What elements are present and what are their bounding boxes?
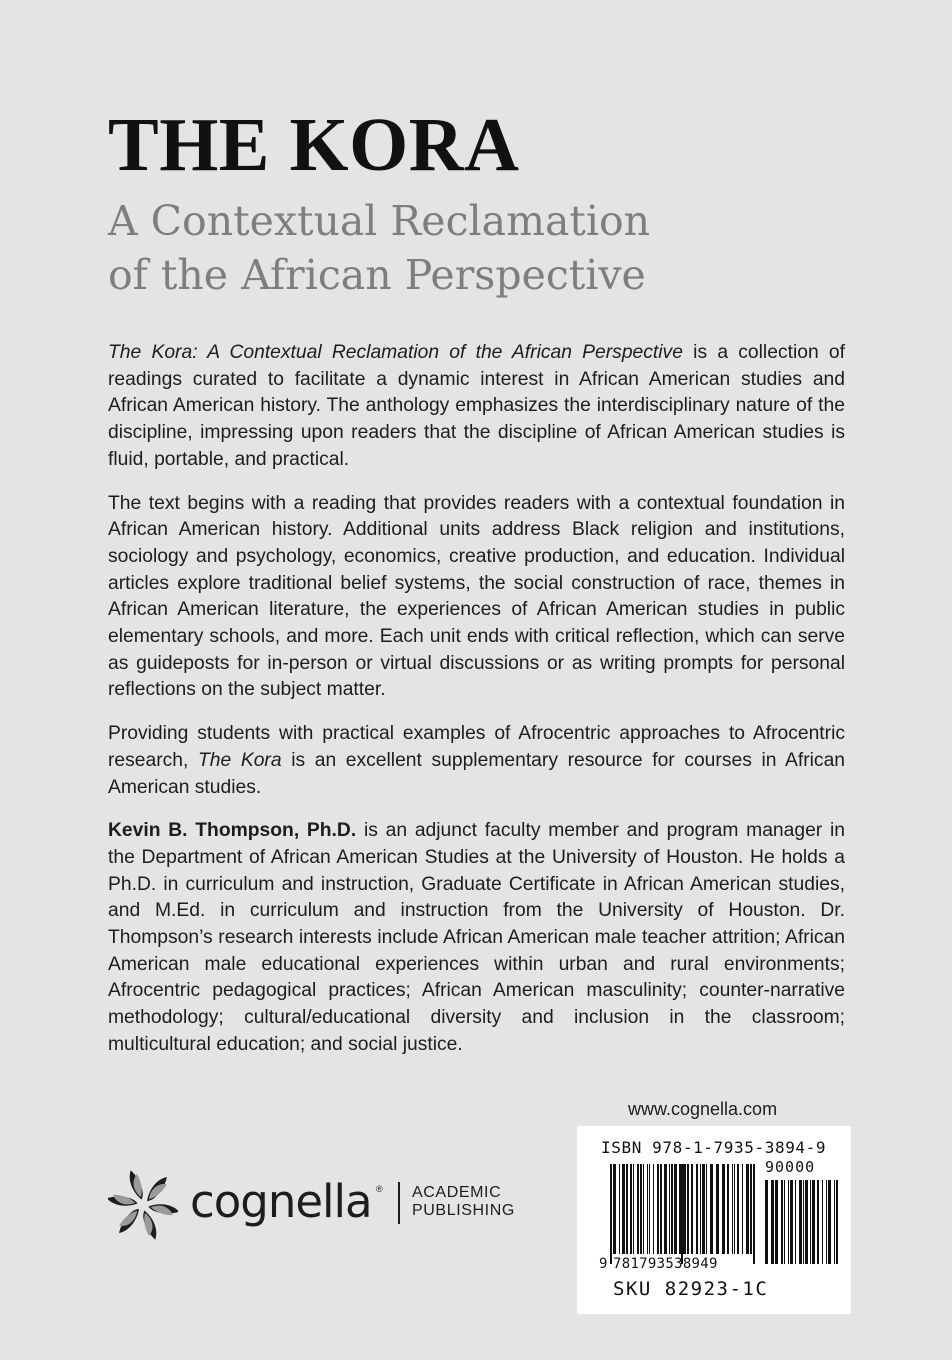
author-bio — [108, 818, 845, 1058]
barcode-bar — [691, 1164, 693, 1254]
description-copy — [108, 340, 845, 1076]
barcode-bar — [613, 1164, 616, 1254]
sku-code: SKU 82923-1C — [613, 1278, 769, 1300]
addon-bars — [765, 1180, 838, 1264]
barcode-bar — [795, 1180, 796, 1264]
author-name: Kevin B. Thompson, Ph.D. — [108, 820, 357, 842]
barcode-bar — [687, 1164, 689, 1254]
barcode-block — [577, 1126, 851, 1314]
barcode-bar — [716, 1164, 719, 1254]
book-title: THE KORA — [108, 103, 520, 187]
imprint-line-1: ACADEMIC — [412, 1184, 502, 1201]
barcode-bar — [826, 1180, 827, 1264]
barcode-bar — [622, 1164, 625, 1254]
barcode-bar — [664, 1164, 667, 1254]
barcode-bar — [781, 1180, 783, 1264]
imprint-label — [412, 1184, 515, 1220]
barcode-bar — [810, 1180, 811, 1264]
barcode-bar — [790, 1180, 793, 1264]
barcode-bar — [750, 1164, 752, 1254]
paragraph-1-text: is a collection of readings curated to facilitate a dynamic interest in African American studies and African American history. The anthology emphasizes the interdisciplinary nature of the discipline, impressing upon readers that the discipline of African American studies is fluid, portable, and practical. — [108, 342, 845, 470]
publisher-logo — [108, 1170, 528, 1240]
barcode-bar — [657, 1164, 659, 1254]
barcode-bar — [674, 1164, 677, 1254]
barcode-bar — [788, 1180, 789, 1264]
barcode-bar — [653, 1164, 654, 1254]
subtitle-line-1: A Contextual Reclamation — [108, 197, 651, 245]
isbn-text: ISBN 978-1-7935-3894-9 — [601, 1138, 827, 1157]
barcode-guard-bar — [681, 1164, 683, 1264]
description-paragraph-1 — [108, 340, 845, 474]
barcode-bar — [828, 1180, 831, 1264]
barcode-bar — [803, 1180, 804, 1264]
barcode-bar — [775, 1180, 778, 1264]
barcode-bar — [702, 1164, 705, 1254]
barcode-bar — [630, 1164, 632, 1254]
barcode-bar — [722, 1164, 725, 1254]
ean13-bars — [610, 1164, 755, 1264]
barcode-bar — [771, 1180, 774, 1264]
barcode-bar — [660, 1164, 662, 1254]
barcode-bar — [619, 1164, 620, 1254]
book-title-italic: The Kora: A Contextual Reclamation of the African Perspective — [108, 342, 683, 363]
publisher-url: www.cognella.com — [628, 1099, 778, 1119]
barcode-bar — [765, 1180, 768, 1264]
subtitle-line-2: of the African Perspective — [108, 251, 646, 299]
barcode-bar — [626, 1164, 628, 1254]
barcode-first-digit: 9 — [599, 1256, 608, 1272]
barcode-bar — [734, 1164, 735, 1254]
barcode-bar — [812, 1180, 815, 1264]
barcode-bar — [643, 1164, 644, 1254]
barcode-bar — [706, 1164, 707, 1254]
logo-divider — [398, 1182, 400, 1224]
cognella-flower-icon — [108, 1170, 178, 1240]
barcode-bar — [683, 1164, 686, 1254]
barcode-bar — [633, 1164, 634, 1254]
barcode-bar — [671, 1164, 673, 1254]
barcode-bar — [637, 1164, 639, 1254]
barcode-bar — [836, 1180, 838, 1264]
barcode-bar — [710, 1164, 713, 1254]
barcode-bar — [834, 1180, 835, 1264]
author-bio-text: is an adjunct faculty member and program manager in the Department of African American Studies at the University of Houston. He holds a Ph.D. in curriculum and instruction, Graduate Certificate in African American studies, and M.Ed. in curriculum and instruction from the University of Houston. Dr. Thompson’s research interests include African American male teacher attrition; African American male educational experiences within urban and rural environments; Afrocentric pedagogical practices; African American masculinity; counter-narrative methodology; cultural/educational diversity and inclusion in the classroom; multicultural education; and social justice. — [108, 820, 845, 1055]
paragraph-2-text: The text begins with a reading that provides readers with a contextual foundation in African American history. Additional units address Black religion and institutions, sociology and psychology, economics, creative production, and education. Individual articles explore traditional belief systems, the social construction of race, themes in African American literature, the experiences of African American studies in public elementary schools, and more. Each unit ends with critical reflection, which can serve as guideposts for in-person or virtual discussions or as writing prompts for personal reflections on the subject matter. — [108, 492, 845, 701]
barcode-bar — [799, 1180, 802, 1264]
paragraph-3-italic-title: The Kora — [198, 749, 282, 771]
barcode-bar — [822, 1180, 823, 1264]
cognella-wordmark: cognella — [190, 1175, 372, 1228]
description-paragraph-2 — [108, 491, 845, 705]
barcode-bar — [700, 1164, 701, 1254]
description-paragraph-3 — [108, 721, 845, 801]
barcode-bar — [742, 1164, 743, 1254]
registered-mark: ® — [376, 1184, 383, 1194]
price-addon-code: 90000 — [765, 1158, 816, 1176]
barcode-bar — [746, 1164, 749, 1254]
barcode-bar — [805, 1180, 808, 1264]
barcode-bar — [647, 1164, 648, 1254]
barcode-guard-bar — [610, 1164, 612, 1264]
paragraph-3-text-after: is an excellent supplementary resource for courses in African American studies. — [108, 749, 846, 798]
barcode-bar — [737, 1164, 739, 1254]
barcode-bar — [696, 1164, 698, 1254]
barcode-bar — [727, 1164, 729, 1254]
imprint-line-2: PUBLISHING — [412, 1202, 515, 1219]
barcode-bar — [649, 1164, 650, 1254]
barcode-bar — [817, 1180, 819, 1264]
barcode-bar — [732, 1164, 733, 1254]
barcode-bar — [784, 1180, 785, 1264]
book-subtitle — [108, 194, 650, 302]
barcode-guard-bar — [753, 1164, 755, 1264]
paragraph-3-text-before: Providing students with practical examples of Afrocentric approaches to Afrocentric research, — [108, 723, 845, 771]
barcode-bar — [640, 1164, 642, 1254]
barcode-bar — [679, 1164, 681, 1254]
barcode-bar — [669, 1164, 670, 1254]
barcode-digits: 781793538949 — [613, 1256, 718, 1272]
